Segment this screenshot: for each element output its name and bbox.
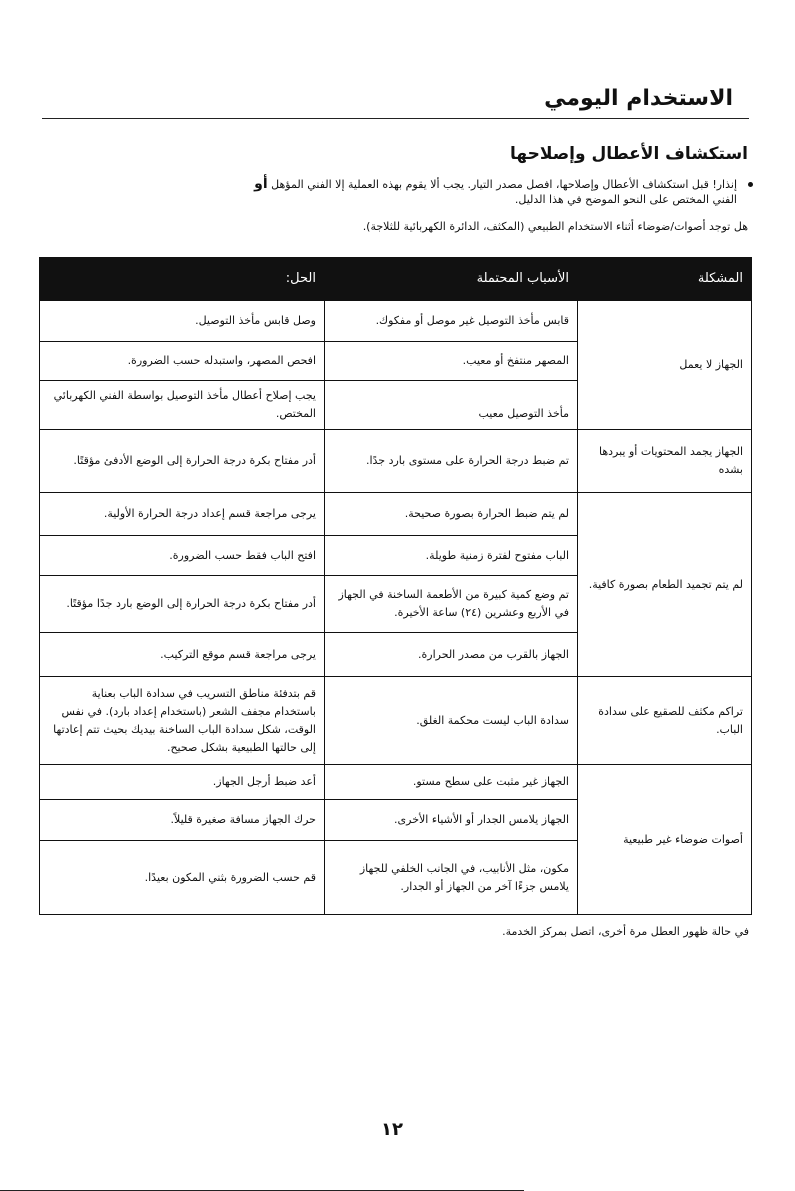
service-center-note: في حالة ظهور العطل مرة أخرى، اتصل بمركز الخدمة. (502, 925, 749, 938)
solution-cell: أدر مفتاح بكرة درجة الحرارة إلى الوضع الأدفئ مؤقتًا. (40, 430, 325, 493)
header-cause: الأسباب المحتملة (325, 258, 578, 301)
troubleshooting-table (39, 257, 752, 915)
cause-cell: مكون، مثل الأنابيب، في الجانب الخلفي للجهاز يلامس جزءًا آخر من الجهاز أو الجدار. (325, 841, 578, 915)
solution-cell: أعد ضبط أرجل الجهاز. (40, 765, 325, 800)
table-row (40, 430, 752, 493)
cause-cell: مأخذ التوصيل معيب (325, 381, 578, 430)
warning-line-1 (157, 177, 737, 192)
solution-cell: افتح الباب فقط حسب الضرورة. (40, 536, 325, 576)
table-row (40, 765, 752, 800)
section-title: استكشاف الأعطال وإصلاحها (509, 144, 748, 164)
table-header-row (40, 258, 752, 301)
warning-text-2: الفني المختص على النحو الموضح في هذا الدليل. (514, 193, 737, 206)
solution-cell: وصل قابس مأخذ التوصيل. (40, 301, 325, 342)
cause-cell: تم وضع كمية كبيرة من الأطعمة الساخنة في الجهاز في الأربع وعشرين (٢٤) ساعة الأخيرة. (325, 576, 578, 633)
title-divider (42, 118, 749, 119)
cause-cell: تم ضبط درجة الحرارة على مستوى بارد جدًا. (325, 430, 578, 493)
problem-cell: الجهاز يجمد المحتويات أو يبردها بشده (578, 430, 752, 493)
solution-cell: يرجى مراجعة قسم موقع التركيب. (40, 633, 325, 677)
solution-cell: افحص المصهر، واستبدله حسب الضرورة. (40, 342, 325, 381)
bullet-icon (748, 182, 753, 187)
header-solution: الحل: (40, 258, 325, 301)
cause-cell: المصهر منتفخ أو معيب. (325, 342, 578, 381)
problem-cell: تراكم مكثف للصقيع على سدادة الباب. (578, 677, 752, 765)
problem-cell: لم يتم تجميد الطعام بصورة كافية. (578, 493, 752, 677)
solution-cell: قم حسب الضرورة بثني المكون بعيدًا. (40, 841, 325, 915)
solution-cell: يرجى مراجعة قسم إعداد درجة الحرارة الأولية. (40, 493, 325, 536)
cause-cell: قابس مأخذ التوصيل غير موصل أو مفكوك. (325, 301, 578, 342)
table-row (40, 301, 752, 342)
warning-block (157, 177, 737, 207)
cause-cell: الباب مفتوح لفترة زمنية طويلة. (325, 536, 578, 576)
page-number: ١٢ (381, 1119, 403, 1140)
cause-cell: الجهاز يلامس الجدار أو الأشياء الأخرى. (325, 800, 578, 841)
table-row (40, 677, 752, 765)
table-row (40, 493, 752, 536)
cause-cell: الجهاز بالقرب من مصدر الحرارة. (325, 633, 578, 677)
solution-cell: حرك الجهاز مسافة صغيرة قليلاً. (40, 800, 325, 841)
warning-text-1: إنذار! قبل استكشاف الأعطال وإصلاحها، افصل مصدر التيار. يجب ألا يقوم بهذه العملية إلا الفني المؤهل (271, 178, 737, 191)
warning-or-word: أو (254, 176, 268, 192)
cause-cell: سدادة الباب ليست محكمة الغلق. (325, 677, 578, 765)
header-problem: المشكلة (578, 258, 752, 301)
problem-cell: الجهاز لا يعمل (578, 301, 752, 430)
solution-cell: قم بتدفئة مناطق التسريب في سدادة الباب بعناية باستخدام مجفف الشعر (باستخدام إعداد بارد). في نفس الوقت، شكل سدادة الباب الساخنة بيديك بحيث تتم إعادتها إلى حالتها الطبيعية بشكل صحيح. (40, 677, 325, 765)
solution-cell: أدر مفتاح بكرة درجة الحرارة إلى الوضع بارد جدًا مؤقتًا. (40, 576, 325, 633)
page-title: الاستخدام اليومي (544, 86, 733, 111)
cause-cell: لم يتم ضبط الحرارة بصورة صحيحة. (325, 493, 578, 536)
solution-cell: يجب إصلاح أعطال مأخذ التوصيل بواسطة الفني الكهربائي المختص. (40, 381, 325, 430)
noise-question: هل توجد أصوات/ضوضاء أثناء الاستخدام الطبيعي (المكثف، الدائرة الكهربائية للثلاجة). (362, 220, 748, 233)
cause-cell: الجهاز غير مثبت على سطح مستو. (325, 765, 578, 800)
problem-cell: أصوات ضوضاء غير طبيعية (578, 765, 752, 915)
